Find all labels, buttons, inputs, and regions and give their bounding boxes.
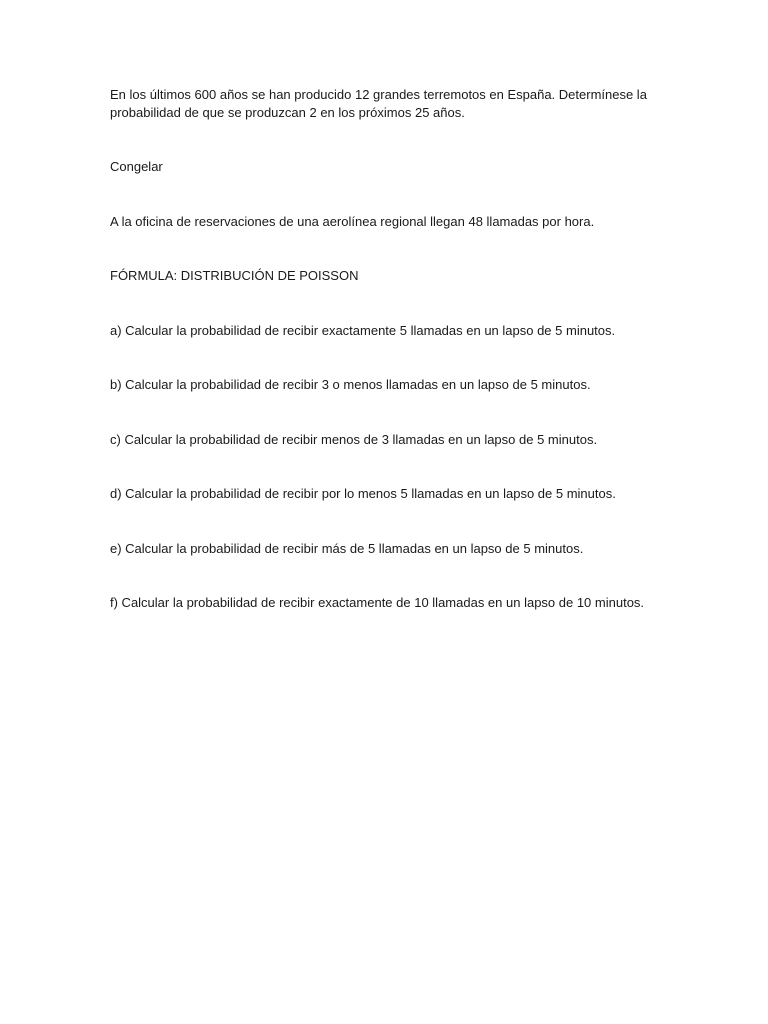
question-b: b) Calcular la probabilidad de recibir 3 o menos llamadas en un lapso de 5 minutos. [110, 377, 591, 392]
problem-calls-intro: A la oficina de reservaciones de una aerolínea regional llegan 48 llamadas por hora. [110, 213, 595, 229]
question-a: a) Calcular la probabilidad de recibir exactamente 5 llamadas en un lapso de 5 minutos. [110, 322, 616, 338]
problem-earthquakes: En los últimos 600 años se han producido 12 grandes terremotos en España. Determínese la probabilidad de que se produzcan 2 en los próximos 25 años. [110, 87, 647, 120]
document-body [110, 86, 655, 612]
question-f: f) Calcular la probabilidad de recibir exactamente de 10 llamadas en un lapso de 10 minutos. [110, 595, 645, 610]
note-congelar: Congelar [110, 159, 163, 174]
question-e: e) Calcular la probabilidad de recibir más de 5 llamadas en un lapso de 5 minutos. [110, 540, 584, 556]
formula-heading: FÓRMULA: DISTRIBUCIÓN DE POISSON [110, 268, 359, 283]
question-d: d) Calcular la probabilidad de recibir por lo menos 5 llamadas en un lapso de 5 minutos. [110, 486, 616, 501]
question-c: c) Calcular la probabilidad de recibir menos de 3 llamadas en un lapso de 5 minutos. [110, 431, 598, 447]
